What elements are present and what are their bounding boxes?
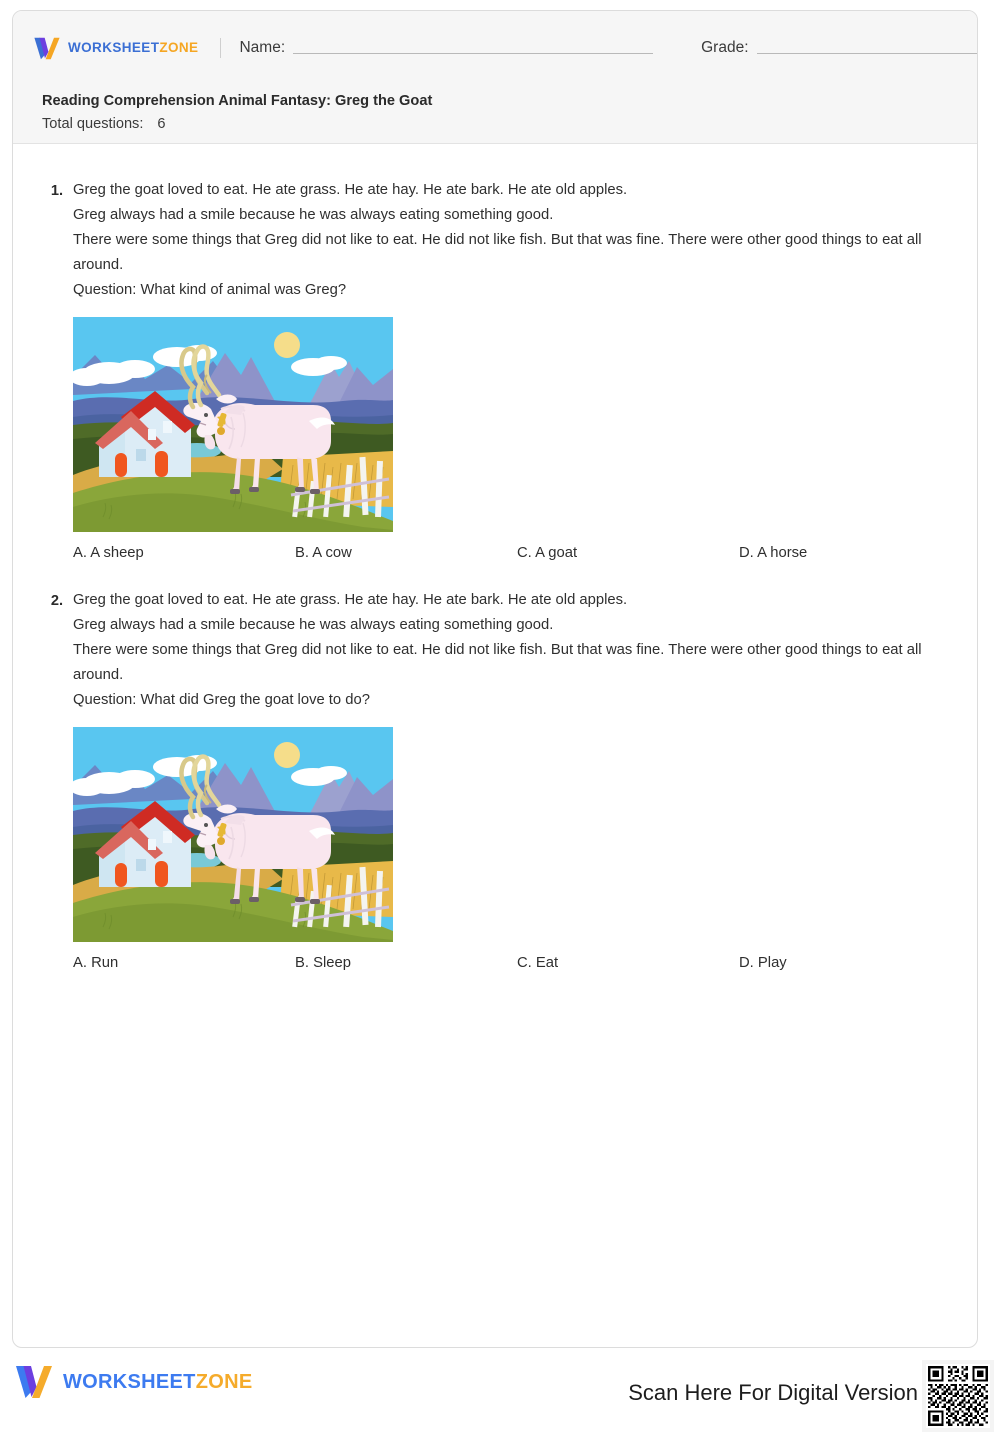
question-item [43, 178, 947, 568]
questions-area [13, 144, 977, 1347]
grade-field-rule[interactable] [757, 53, 978, 54]
option-d[interactable]: D. A horse [739, 545, 808, 561]
question-number: 1. [50, 183, 63, 199]
footer-brand-name-part2: ZONE [195, 1371, 253, 1393]
goat-on-hill-illustration-icon [73, 727, 393, 942]
passage-line: Greg always had a smile because he was always eating something good. [73, 207, 554, 223]
header-divider [220, 38, 221, 58]
question-prompt: Question: What kind of animal was Greg? [73, 282, 347, 298]
worksheet-zone-w-logo-icon [33, 36, 61, 61]
page-title: Reading Comprehension Animal Fantasy: Greg the Goat [42, 93, 433, 109]
question-content [73, 178, 947, 568]
brand-logo [33, 36, 198, 61]
question-item [43, 588, 947, 978]
option-b[interactable]: B. Sleep [295, 955, 351, 971]
worksheet-zone-w-logo-icon [14, 1364, 54, 1400]
total-questions-label: Total questions: [42, 116, 144, 133]
worksheet-header [13, 11, 977, 144]
passage-line: There were some things that Greg did not like to eat. He did not like fish. But that was fine. There were other good things to eat all around. [73, 232, 922, 273]
goat-on-hill-illustration-icon [73, 317, 393, 532]
footer-brand-name-part1: WORKSHEET [63, 1371, 196, 1393]
total-questions-row [42, 116, 432, 132]
brand-name-part2: ZONE [159, 40, 199, 56]
scan-prompt-text: Scan Here For Digital Version [628, 1380, 918, 1405]
header-top-row [33, 31, 961, 65]
grade-field-label: Grade: [701, 39, 749, 56]
option-d[interactable]: D. Play [739, 955, 787, 971]
qr-code-icon [926, 1364, 990, 1428]
question-content [73, 588, 947, 978]
option-a[interactable]: A. Run [73, 955, 119, 971]
footer-brand-logo [14, 1364, 252, 1400]
qr-code[interactable] [922, 1360, 994, 1432]
answer-options [73, 542, 947, 564]
option-c[interactable]: C. A goat [517, 545, 578, 561]
passage-line: Greg always had a smile because he was always eating something good. [73, 617, 554, 633]
question-prompt: Question: What did Greg the goat love to do? [73, 692, 370, 708]
passage-line: Greg the goat loved to eat. He ate grass. He ate hay. He ate bark. He ate old apples. [73, 182, 628, 198]
name-field-label: Name: [239, 39, 286, 56]
question-number: 2. [50, 593, 63, 609]
passage-line: Greg the goat loved to eat. He ate grass. He ate hay. He ate bark. He ate old apples. [73, 592, 628, 608]
question-illustration [73, 317, 393, 532]
answer-options [73, 952, 947, 974]
grade-field[interactable] [701, 39, 978, 57]
name-field[interactable] [239, 39, 653, 57]
passage-line: There were some things that Greg did not like to eat. He did not like fish. But that was fine. There were other good things to eat all around. [73, 642, 922, 683]
page-footer [0, 1358, 1000, 1414]
worksheet-card [12, 10, 978, 1348]
brand-logo-text [68, 41, 198, 55]
option-c[interactable]: C. Eat [517, 955, 559, 971]
option-a[interactable]: A. A sheep [73, 545, 144, 561]
option-b[interactable]: B. A cow [295, 545, 352, 561]
brand-name-part1: WORKSHEET [68, 40, 160, 56]
question-illustration [73, 727, 393, 942]
name-field-rule[interactable] [293, 53, 653, 54]
total-questions-value: 6 [157, 116, 166, 133]
footer-brand-logo-text [63, 1372, 252, 1392]
title-block [42, 91, 432, 132]
